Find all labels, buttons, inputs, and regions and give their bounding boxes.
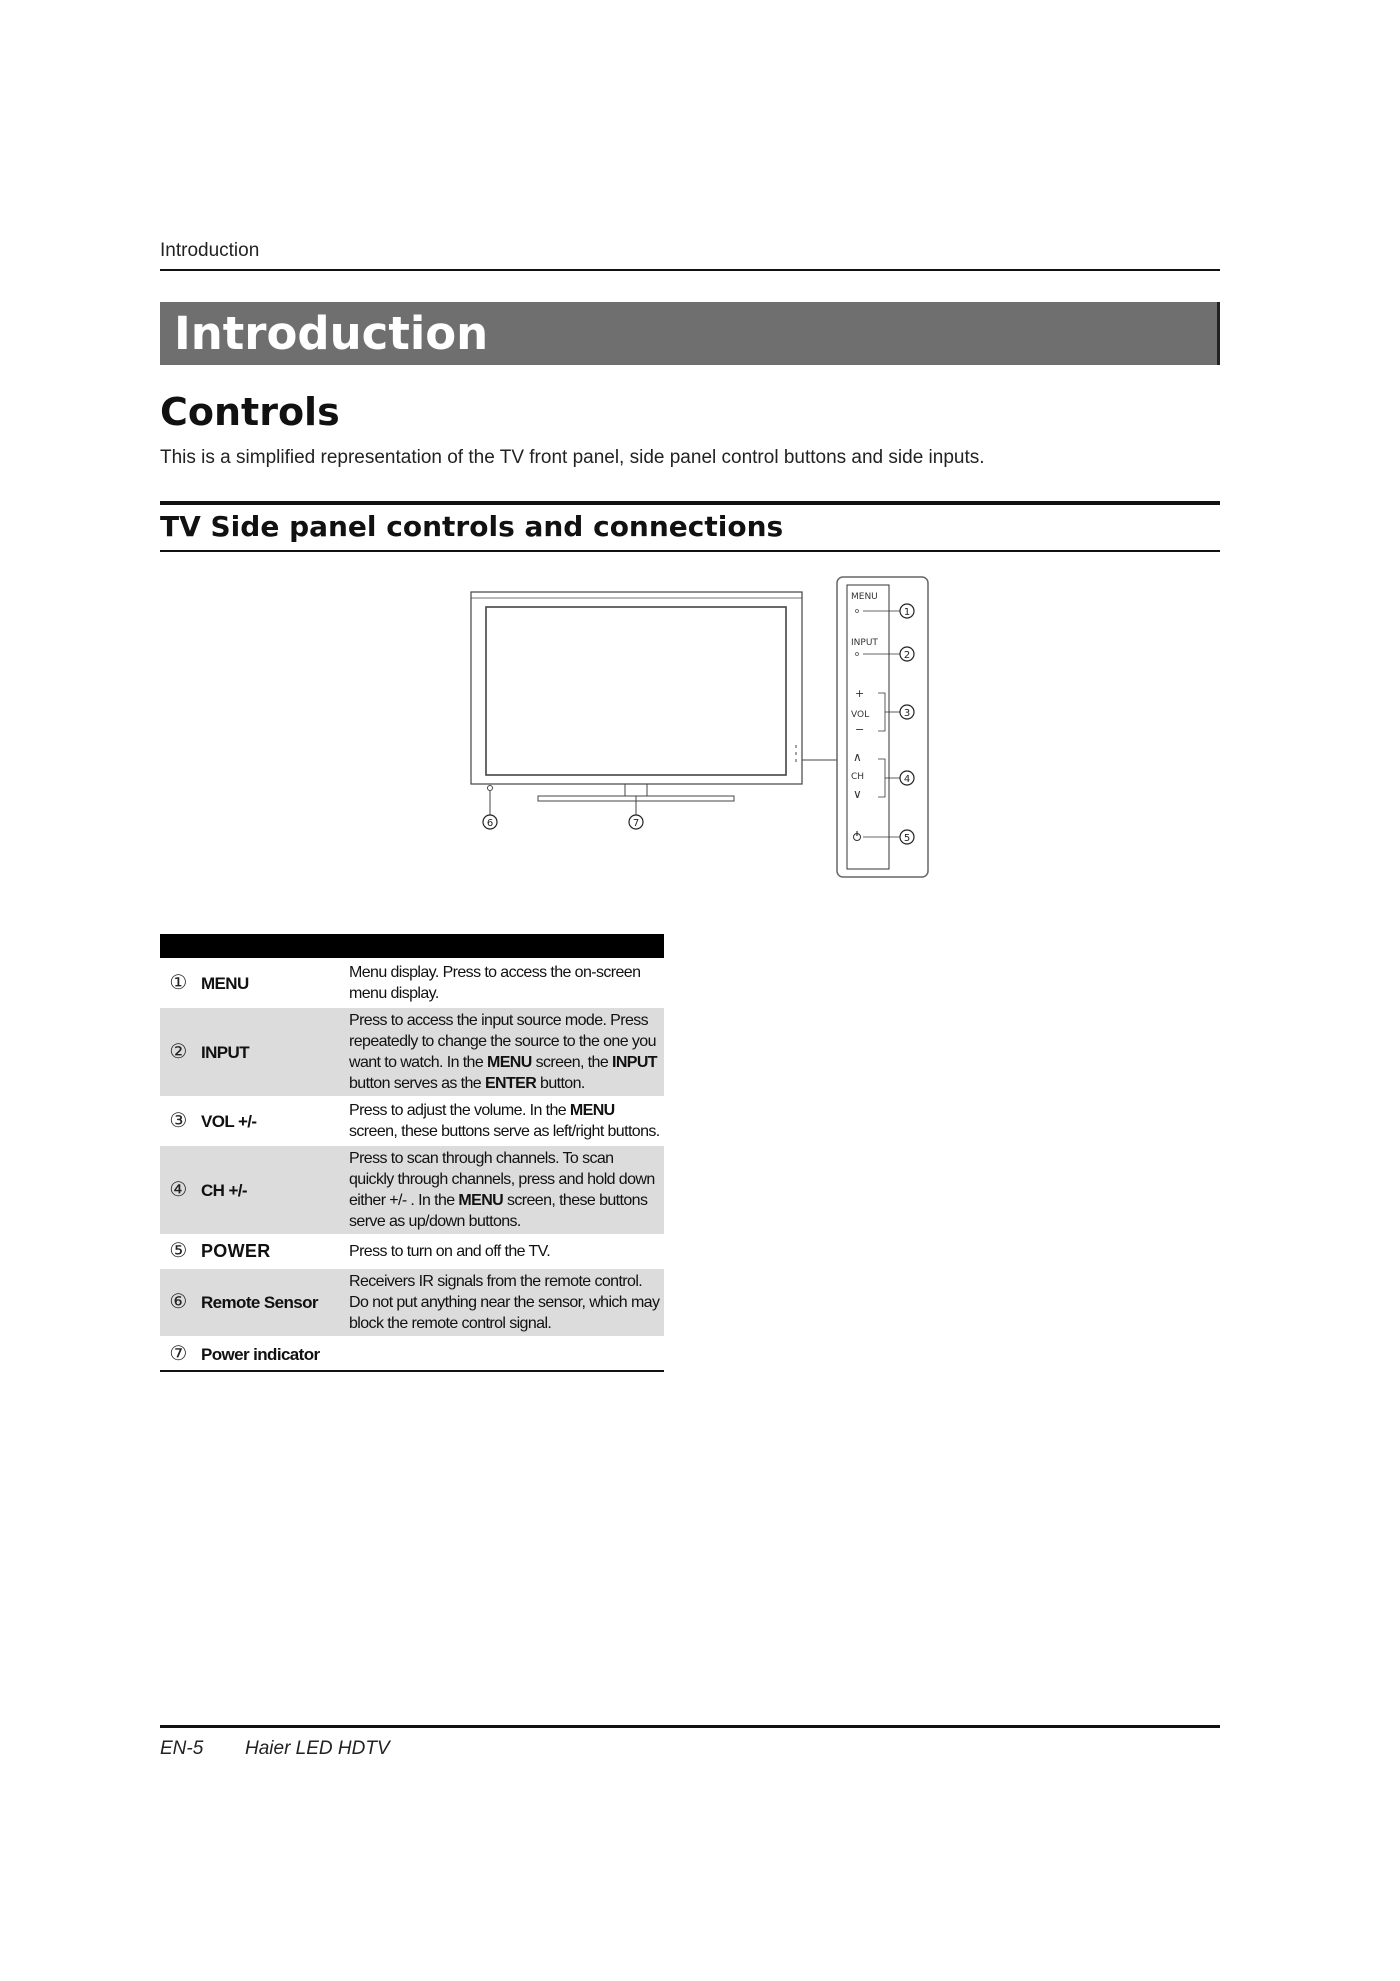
table-row-input <box>160 1007 664 1097</box>
control-description: Receivers IR signals from the remote control. Do not put anything near the sensor, which may block the remote control signal. <box>344 1268 664 1337</box>
callout-5-label: 5 <box>903 833 911 844</box>
side-panel-strip <box>847 585 889 869</box>
control-description <box>344 1007 664 1097</box>
desc-text: Press to access the input source mode. Press repeatedly to change the source to the one you want to watch. In the <box>349 1012 656 1071</box>
row-number: ① <box>160 959 196 1007</box>
desc-bold-input: INPUT <box>611 1054 657 1071</box>
ch-label: CH <box>851 772 865 782</box>
table-row-ch <box>160 1145 664 1235</box>
control-description <box>344 1337 664 1371</box>
desc-bold-menu: MENU <box>458 1192 504 1209</box>
desc-bold-menu: MENU <box>569 1102 615 1119</box>
callout-6 <box>483 815 497 829</box>
tv-screen <box>486 607 786 775</box>
control-name: POWER <box>196 1235 344 1268</box>
tv-bezel <box>471 592 802 784</box>
control-name: Power indicator <box>196 1337 344 1371</box>
control-description <box>344 1145 664 1235</box>
control-name: INPUT <box>196 1007 344 1097</box>
callout-4-label: 4 <box>903 774 911 785</box>
tv-front-illustration <box>471 592 802 801</box>
desc-text: screen, the <box>531 1054 612 1071</box>
control-name: MENU <box>196 959 344 1007</box>
section-rule-top <box>160 501 1220 505</box>
header-rule <box>160 269 1220 271</box>
desc-bold-enter: ENTER <box>484 1075 537 1092</box>
tv-diagram <box>460 575 940 895</box>
running-head: Introduction <box>160 240 260 261</box>
remote-sensor-mark <box>488 786 493 791</box>
table-row-remote-sensor <box>160 1268 664 1337</box>
table-row-power-indicator <box>160 1337 664 1371</box>
page-number: EN-5 <box>160 1738 204 1759</box>
controls-table <box>160 934 664 1372</box>
ch-up-symbol: ∧ <box>853 750 862 764</box>
desc-text: Press to scan through channels. To scan quickly through channels, press and hold down either +/- . In the <box>349 1150 655 1209</box>
row-number: ② <box>160 1007 196 1097</box>
callout-7-label: 7 <box>632 818 640 829</box>
desc-bold-menu: MENU <box>487 1054 532 1071</box>
callout-5 <box>900 830 914 844</box>
menu-button-label: MENU <box>851 592 878 602</box>
chapter-title: Introduction <box>174 307 489 360</box>
chapter-banner <box>160 302 1220 365</box>
tv-stand-neck <box>625 784 647 796</box>
callout-2-label: 2 <box>903 650 911 661</box>
row-number: ⑦ <box>160 1337 196 1371</box>
row-number: ⑥ <box>160 1268 196 1337</box>
input-button-label: INPUT <box>851 638 878 648</box>
control-name: CH +/- <box>196 1145 344 1235</box>
intro-paragraph: This is a simplified representation of the TV front panel, side panel control buttons and side inputs. <box>160 447 985 468</box>
row-number: ⑤ <box>160 1235 196 1268</box>
section-title: TV Side panel controls and connections <box>160 510 784 543</box>
footer-rule <box>160 1725 1220 1728</box>
section-rule-bottom <box>160 550 1220 552</box>
desc-text: button. <box>536 1075 585 1092</box>
control-description: Menu display. Press to access the on-screen menu display. <box>344 959 664 1007</box>
desc-text: Press to adjust the volume. In the <box>349 1102 570 1119</box>
callout-3-label: 3 <box>903 708 911 719</box>
table-row-menu <box>160 959 664 1007</box>
table-row-vol <box>160 1097 664 1145</box>
callout-3 <box>900 705 914 719</box>
callout-4 <box>900 771 914 785</box>
desc-text: screen, these buttons serve as left/right buttons. <box>349 1123 660 1140</box>
table-header-row <box>160 934 664 959</box>
callout-7 <box>629 815 643 829</box>
callout-6-label: 6 <box>486 818 494 829</box>
desc-text: button serves as the <box>349 1075 485 1092</box>
vol-minus-symbol: − <box>855 723 865 736</box>
footer-product-name: Haier LED HDTV <box>245 1738 390 1759</box>
control-name: Remote Sensor <box>196 1268 344 1337</box>
control-description: Press to turn on and off the TV. <box>344 1235 664 1268</box>
vol-label: VOL <box>851 710 870 720</box>
control-description <box>344 1097 664 1145</box>
side-panel-illustration <box>837 577 928 877</box>
table-row-power <box>160 1235 664 1268</box>
ch-down-symbol: ∨ <box>853 787 862 801</box>
row-number: ③ <box>160 1097 196 1145</box>
callout-1-label: 1 <box>903 607 911 618</box>
desc-text: screen, these buttons serve as up/down buttons. <box>349 1192 648 1230</box>
page-title: Controls <box>160 390 340 434</box>
row-number: ④ <box>160 1145 196 1235</box>
callout-2 <box>900 647 914 661</box>
control-name: VOL +/- <box>196 1097 344 1145</box>
vol-plus-symbol: + <box>855 687 865 700</box>
callout-1 <box>900 604 914 618</box>
